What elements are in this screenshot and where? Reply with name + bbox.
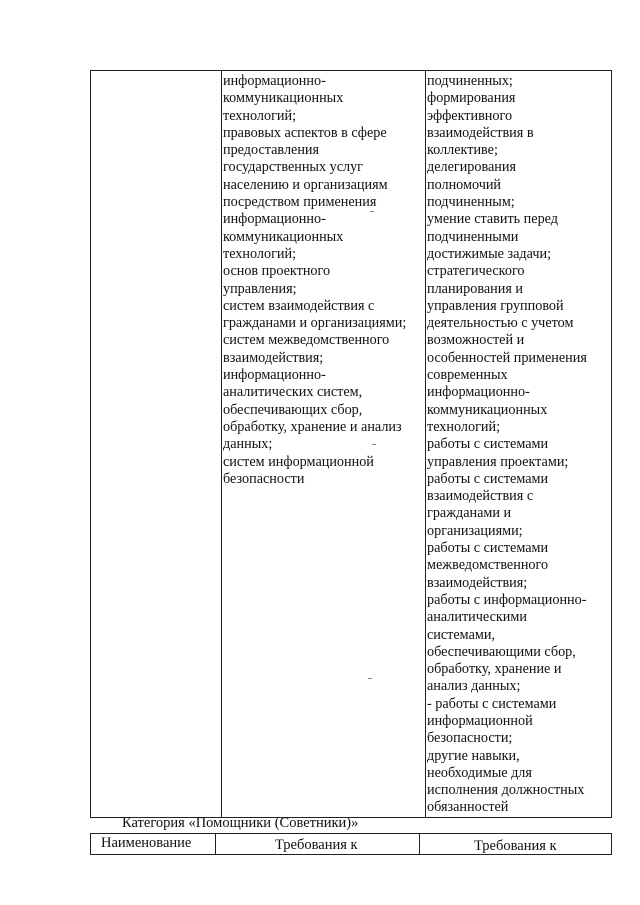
requirements-table xyxy=(90,70,612,818)
text-line: государственных услуг xyxy=(223,159,363,176)
text-line: данных; xyxy=(223,436,273,453)
text-line: подчиненным; xyxy=(427,194,515,211)
text-line: современных xyxy=(427,367,508,384)
text-line: полномочий xyxy=(427,176,502,193)
text-line: аналитическими xyxy=(427,609,527,626)
text-line: обеспечивающих сбор, xyxy=(223,401,363,418)
table-column-divider xyxy=(425,71,426,817)
table-column-divider xyxy=(419,834,420,854)
text-line: делегирования xyxy=(427,159,517,176)
text-line: информационно- xyxy=(223,367,326,384)
text-line: организациями; xyxy=(427,522,523,539)
text-line: технологий; xyxy=(223,107,297,124)
text-line: умение ставить перед xyxy=(427,211,558,228)
text-line: информационно- xyxy=(427,384,530,401)
text-line: технологий; xyxy=(427,418,501,435)
text-line: населению и организациям xyxy=(223,176,388,193)
text-line: систем взаимодействия с xyxy=(223,297,375,314)
text-line: планирования и xyxy=(427,280,524,297)
text-line: работы с системами xyxy=(427,436,549,453)
text-line: обязанностей xyxy=(427,799,509,816)
text-line: работы с системами xyxy=(427,540,549,557)
text-line: другие навыки, xyxy=(427,747,520,764)
text-line: основ проектного xyxy=(223,263,331,280)
text-line: управления проектами; xyxy=(427,453,569,470)
text-line: технологий; xyxy=(223,245,297,262)
header-requirements-1: Требования к xyxy=(275,837,358,853)
text-line: систем межведомственного xyxy=(223,332,390,349)
text-line: безопасности xyxy=(223,470,305,487)
text-line: коммуникационных xyxy=(223,228,344,245)
table-column-divider xyxy=(215,834,216,854)
text-line: эффективного xyxy=(427,107,513,124)
text-line: работы с системами xyxy=(427,470,549,487)
scan-speck xyxy=(368,678,372,679)
text-line: аналитических систем, xyxy=(223,384,363,401)
text-line: подчиненными xyxy=(427,228,519,245)
text-line: обработку, хранение и xyxy=(427,661,562,678)
text-line: достижимые задачи; xyxy=(427,245,552,262)
text-line: взаимодействия в xyxy=(427,124,534,141)
text-line: исполнения должностных xyxy=(427,782,585,799)
text-line: коллективе; xyxy=(427,142,498,159)
text-line: работы с информационно- xyxy=(427,591,587,608)
text-line: особенностей применения xyxy=(427,349,587,366)
header-name: Наименование xyxy=(101,835,192,851)
text-line: информационной xyxy=(427,712,533,729)
text-line: безопасности; xyxy=(427,730,513,747)
category-caption: Категория «Помощники (Советники)» xyxy=(122,815,359,831)
text-line: системами, xyxy=(427,626,495,643)
text-line: посредством применения xyxy=(223,194,377,211)
text-line: обработку, хранение и анализ xyxy=(223,418,402,435)
knowledge-column xyxy=(223,73,417,488)
text-line: взаимодействия с xyxy=(427,488,534,505)
table-column-divider xyxy=(221,71,222,817)
text-line: стратегического xyxy=(427,263,525,280)
text-line: межведомственного xyxy=(427,557,549,574)
scan-speck xyxy=(372,444,376,445)
text-line: взаимодействия; xyxy=(223,349,324,366)
text-line: управления; xyxy=(223,280,297,297)
text-line: коммуникационных xyxy=(223,90,344,107)
scan-speck xyxy=(370,211,374,212)
text-line: правовых аспектов в сфере xyxy=(223,124,387,141)
header-requirements-2: Требования к xyxy=(474,838,557,854)
text-line: информационно- xyxy=(223,211,326,228)
text-line: возможностей и xyxy=(427,332,525,349)
text-line: гражданами и xyxy=(427,505,512,522)
text-line: подчиненных; xyxy=(427,73,513,89)
text-line: деятельностью с учетом xyxy=(427,315,574,332)
text-line: управления групповой xyxy=(427,297,564,314)
text-line: систем информационной xyxy=(223,453,374,470)
text-line: обеспечивающими сбор, xyxy=(427,643,576,660)
text-line: необходимые для xyxy=(427,764,532,781)
header-table xyxy=(90,833,612,855)
text-line: информационно- xyxy=(223,73,326,89)
text-line: анализ данных; xyxy=(427,678,521,695)
text-line: взаимодействия; xyxy=(427,574,528,591)
text-line: предоставления xyxy=(223,142,320,159)
text-line: гражданами и организациями; xyxy=(223,315,407,332)
text-line: - работы с системами xyxy=(427,695,557,712)
text-line: формирования xyxy=(427,90,516,107)
text-line: коммуникационных xyxy=(427,401,548,418)
skills-column xyxy=(427,73,611,817)
